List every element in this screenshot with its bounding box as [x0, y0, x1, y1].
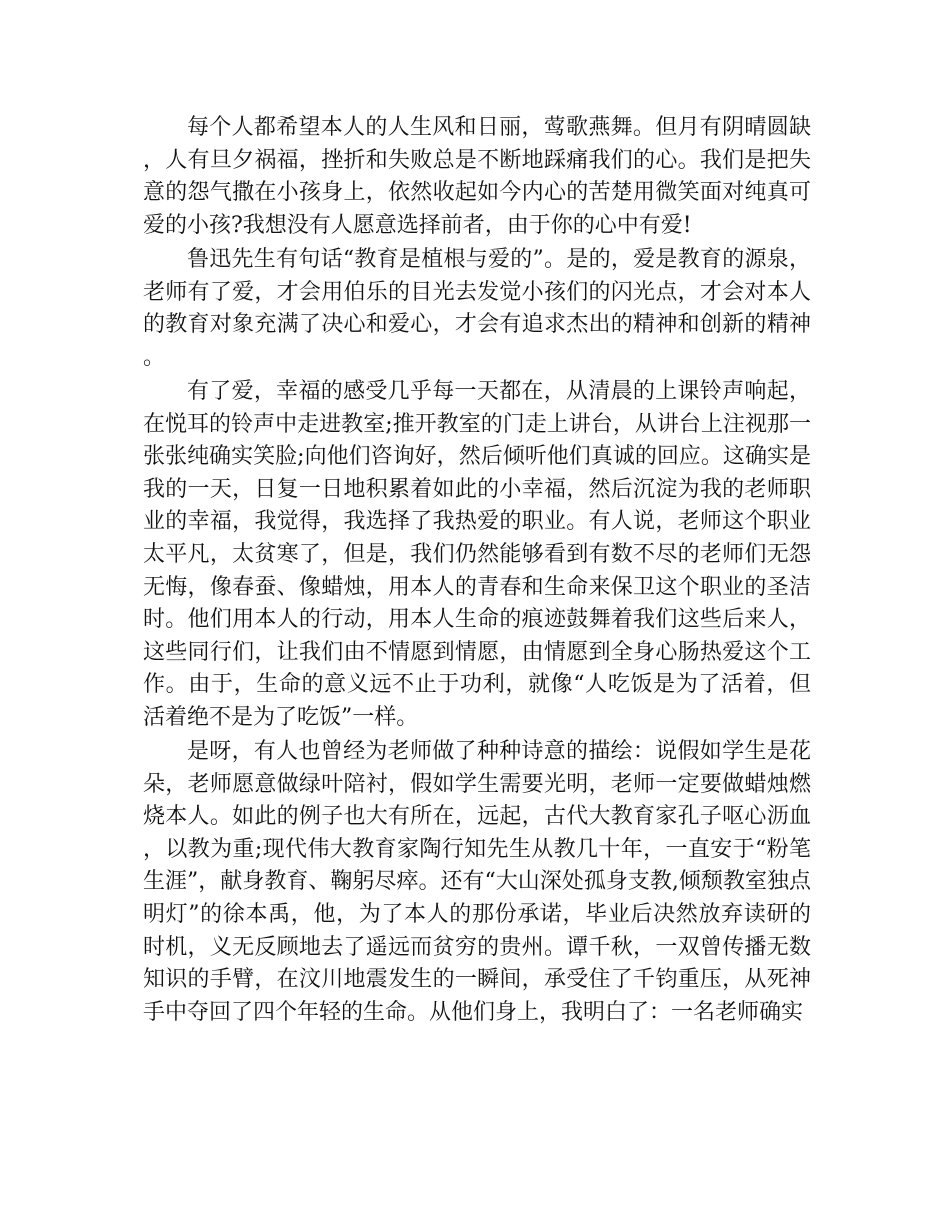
paragraph-4: 是呀，有人也曾经为老师做了种种诗意的描绘：说假如学生是花朵，老师愿意做绿叶陪衬，假如学生需要光明，老师一定要做蜡烛燃烧本人。如此的例子也大有所在，远起，古代大教育家孔子呕心沥血，以教为重;现代伟大教育家陶行知先生从教几十年，一直安于“粉笔生涯”，献身教育、鞠躬尽瘁。还有“大山深处孤身支教,倾颓教室独点明灯”的徐本禹，他，为了本人的那份承诺，毕业后决然放弃读研的时机，义无反顾地去了遥远而贫穷的贵州。谭千秋，一双曾传播无数知识的手臂，在汶川地震发生的一瞬间，承受住了千钧重压，从死神手中夺回了四个年轻的生命。从他们身上，我明白了：一名老师确实: [143, 739, 811, 1025]
paragraph-2: 鲁迅先生有句话“教育是植根与爱的”。是的，爱是教育的源泉，老师有了爱，才会用伯乐的目光去发觉小孩们的闪光点，才会对本人的教育对象充满了决心和爱心，才会有追求杰出的精神和创新的精神。: [143, 246, 811, 370]
document-body: [143, 112, 811, 1031]
paragraph-3: 有了爱，幸福的感受几乎每一天都在，从清晨的上课铃声响起，在悦耳的铃声中走进教室;推开教室的门走上讲台，从讲台上注视那一张张纯确实笑脸;向他们咨询好，然后倾听他们真诚的回应。这确实是我的一天，日复一日地积累着如此的小幸福，然后沉淀为我的老师职业的幸福，我觉得，我选择了我热爱的职业。有人说，老师这个职业太平凡，太贫寒了，但是，我们仍然能够看到有数不尽的老师们无怨无悔，像春蚕、像蜡烛，用本人的青春和生命来保卫这个职业的圣洁时。他们用本人的行动，用本人生命的痕迹鼓舞着我们这些后来人，这些同行们，让我们由不情愿到情愿，由情愿到全身心肠热爱这个工作。由于，生命的意义远不止于功利，就像“人吃饭是为了活着，但活着绝不是为了吃饭”一样。: [143, 378, 811, 730]
paragraph-1: 每个人都希望本人的人生风和日丽，莺歌燕舞。但月有阴晴圆缺，人有旦夕祸福，挫折和失败总是不断地踩痛我们的心。我们是把失意的怨气撒在小孩身上，依然收起如今内心的苦楚用微笑面对纯真可爱的小孩?我想没有人愿意选择前者，由于你的心中有爱!: [143, 115, 811, 238]
